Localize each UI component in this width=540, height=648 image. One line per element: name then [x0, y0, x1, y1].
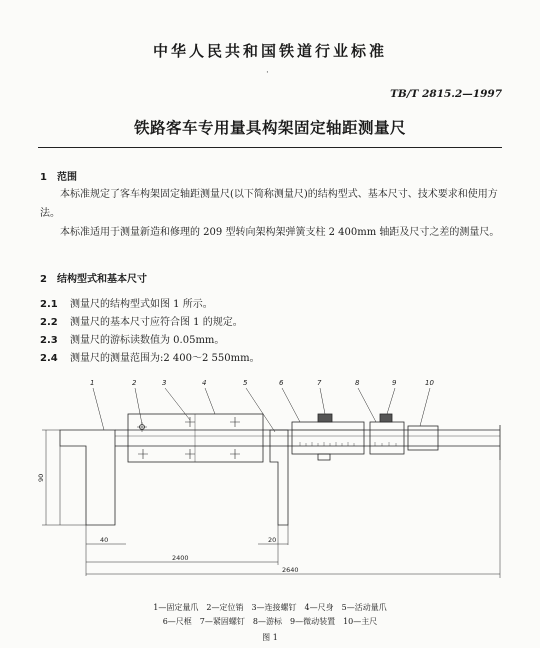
legend-line-1: 1—固定量爪 2—定位销 3—连接螺钉 4—尺身 5—活动量爪 — [153, 603, 387, 612]
callout-8: 8 — [355, 379, 360, 387]
standard-header: 中华人民共和国铁道行业标准 — [152, 42, 387, 60]
section-1-heading: 1 范围 — [40, 172, 77, 183]
dim-2640: 2640 — [282, 566, 299, 574]
callout-4: 4 — [202, 379, 207, 387]
clause-2-3: 2.3 测量尺的游标读数值为 0.05mm。 — [40, 335, 225, 346]
clause-2-2: 2.2 测量尺的基本尺寸应符合图 1 的规定。 — [40, 317, 243, 328]
title-rule — [38, 147, 502, 148]
ruler-frame — [292, 422, 364, 454]
locking-screw — [318, 414, 332, 422]
standard-number: TB/T 2815.2—1997 — [390, 88, 502, 100]
dim-2400: 2400 — [172, 554, 189, 562]
callout-6: 6 — [279, 379, 284, 387]
figure-caption: 图 1 — [262, 633, 278, 642]
caliper-drawing — [0, 370, 540, 595]
dim-20: 20 — [268, 536, 277, 544]
moving-jaw — [270, 430, 288, 525]
document-title: 铁路客车专用量具构架固定轴距测量尺 — [133, 119, 406, 137]
callout-3: 3 — [162, 379, 167, 387]
callout-7: 7 — [317, 379, 322, 387]
vernier — [370, 422, 404, 454]
fixed-jaw — [60, 430, 115, 525]
clause-2-1: 2.1 测量尺的结构型式如图 1 所示。 — [40, 299, 213, 310]
dim-90: 90 — [37, 473, 45, 482]
callout-5: 5 — [243, 379, 248, 387]
header-dot: · — [266, 68, 269, 78]
callout-2: 2 — [132, 379, 137, 387]
connecting-screw — [185, 417, 195, 427]
clause-2-4: 2.4 测量尺的测量范围为:2 400～2 550mm。 — [40, 353, 260, 364]
section-1-para-2: 本标准适用于测量新造和修理的 209 型转向架构架弹簧支柱 2 400mm 轴距及尺寸之差的测量尺。 — [60, 227, 500, 238]
section-2-heading: 2 结构型式和基本尺寸 — [40, 274, 147, 285]
section-1-para-1: 本标准规定了客车构架固定轴距测量尺(以下简称测量尺)的结构型式、基本尺寸、技术要求和使用方法。 — [40, 189, 498, 219]
ruler-body — [128, 414, 263, 462]
callout-1: 1 — [90, 379, 95, 387]
callout-10: 10 — [425, 379, 434, 387]
legend-line-2: 6—尺框 7—紧固螺钉 8—游标 9—微动装置 10—主尺 — [162, 617, 378, 626]
callout-9: 9 — [392, 379, 397, 387]
dim-40: 40 — [100, 536, 109, 544]
